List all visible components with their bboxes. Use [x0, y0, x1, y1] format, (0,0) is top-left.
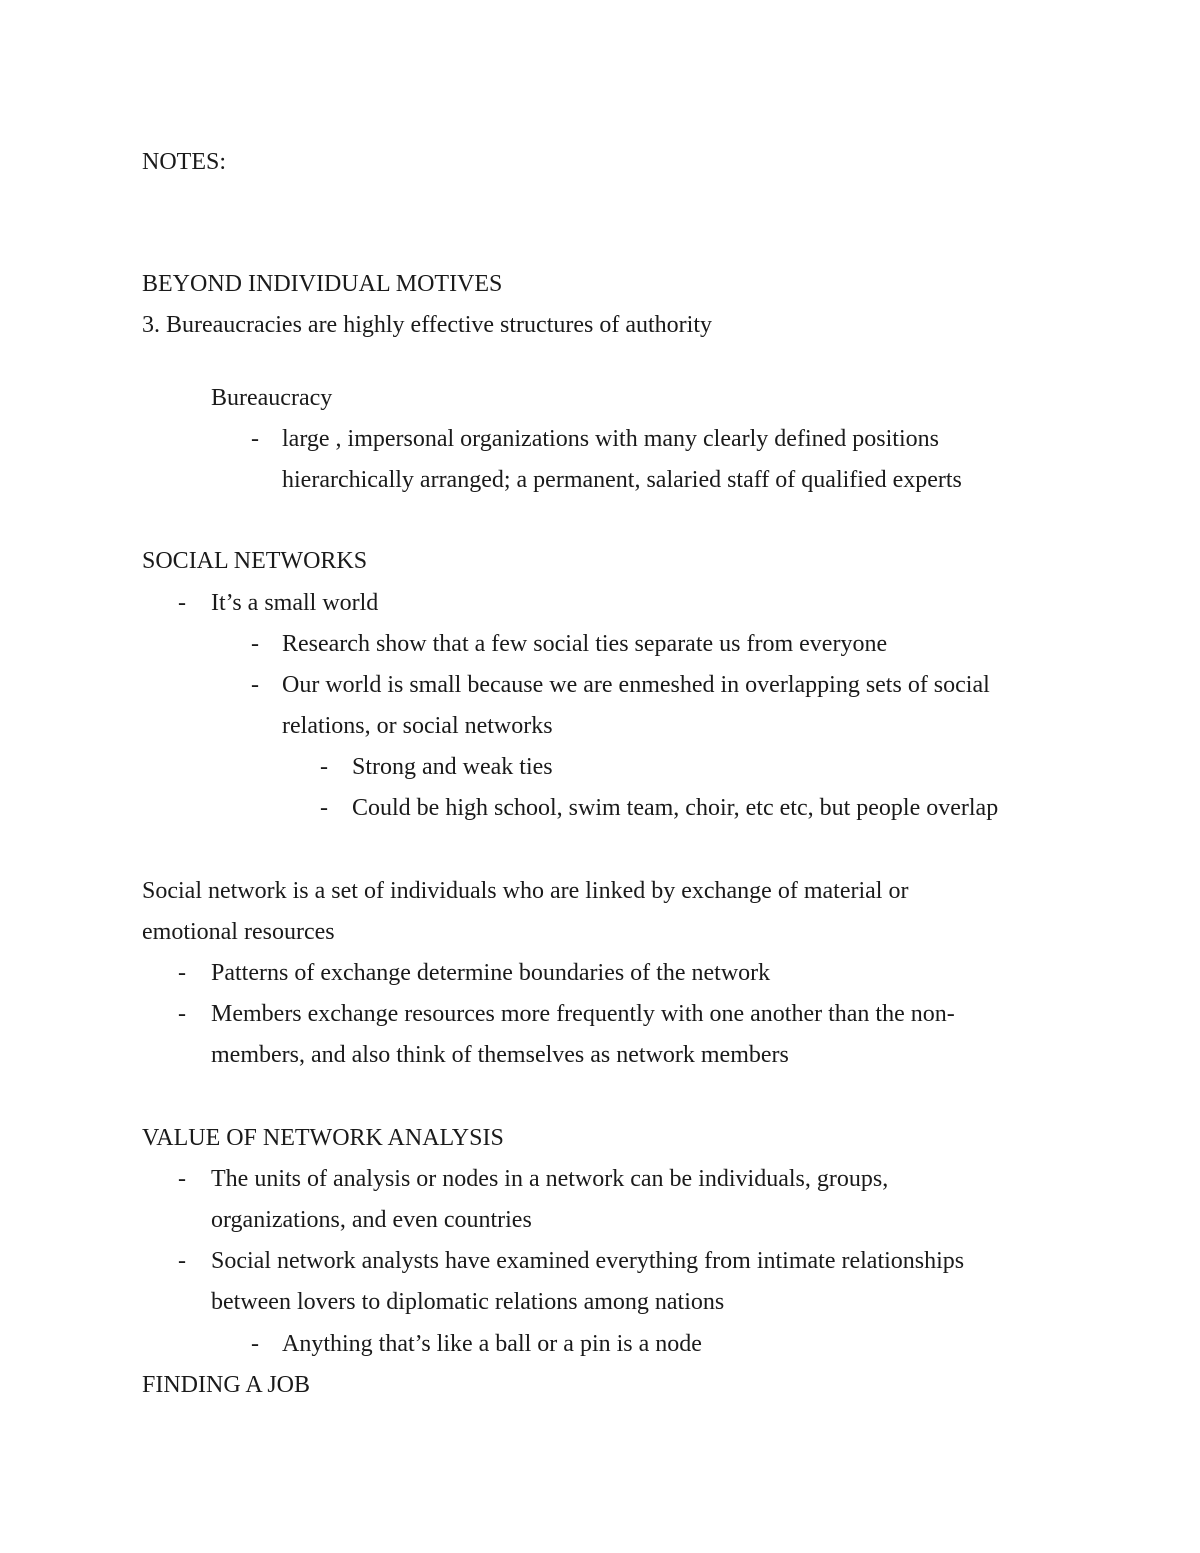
- list-item-text: large , impersonal organizations with many clearly defined positions: [282, 426, 939, 452]
- subheading-bureaucracy: Bureaucracy: [211, 385, 333, 411]
- paragraph-text: emotional resources: [142, 919, 335, 945]
- section-heading-finding-a-job: FINDING A JOB: [142, 1372, 311, 1398]
- list-item-text: Strong and weak ties: [352, 754, 553, 780]
- bullet-marker: -: [178, 1001, 186, 1027]
- bullet-marker: -: [320, 754, 328, 780]
- list-item-text: hierarchically arranged; a permanent, salaried staff of qualified experts: [282, 467, 962, 493]
- bullet-marker: -: [178, 590, 186, 616]
- list-item-text: The units of analysis or nodes in a network can be individuals, groups,: [211, 1166, 889, 1192]
- paragraph-text: Social network is a set of individuals who are linked by exchange of material or: [142, 878, 909, 904]
- notes-heading: NOTES:: [142, 149, 226, 175]
- bullet-marker: -: [251, 1331, 259, 1357]
- section-heading-beyond-individual-motives: BEYOND INDIVIDUAL MOTIVES: [142, 271, 503, 297]
- list-item-text: members, and also think of themselves as network members: [211, 1042, 789, 1068]
- list-item-text: Could be high school, swim team, choir, etc etc, but people overlap: [352, 795, 999, 821]
- section-heading-social-networks: SOCIAL NETWORKS: [142, 548, 368, 574]
- list-item-text: Members exchange resources more frequently with one another than the non-: [211, 1001, 955, 1027]
- list-item-text: Research show that a few social ties separate us from everyone: [282, 631, 888, 657]
- list-item-text: relations, or social networks: [282, 713, 553, 739]
- numbered-point: 3. Bureaucracies are highly effective structures of authority: [142, 312, 712, 338]
- list-item-text: between lovers to diplomatic relations among nations: [211, 1289, 725, 1315]
- bullet-marker: -: [251, 426, 259, 452]
- list-item-text: Anything that’s like a ball or a pin is a node: [282, 1331, 702, 1357]
- bullet-marker: -: [178, 1248, 186, 1274]
- list-item-text: Our world is small because we are enmeshed in overlapping sets of social: [282, 672, 990, 698]
- section-heading-value-of-network-analysis: VALUE OF NETWORK ANALYSIS: [142, 1125, 504, 1151]
- bullet-marker: -: [178, 1166, 186, 1192]
- bullet-marker: -: [320, 795, 328, 821]
- list-item-text: Social network analysts have examined everything from intimate relationships: [211, 1248, 965, 1274]
- bullet-marker: -: [251, 672, 259, 698]
- list-item-text: It’s a small world: [211, 590, 379, 616]
- list-item-text: Patterns of exchange determine boundaries of the network: [211, 960, 771, 986]
- bullet-marker: -: [178, 960, 186, 986]
- bullet-marker: -: [251, 631, 259, 657]
- list-item-text: organizations, and even countries: [211, 1207, 532, 1233]
